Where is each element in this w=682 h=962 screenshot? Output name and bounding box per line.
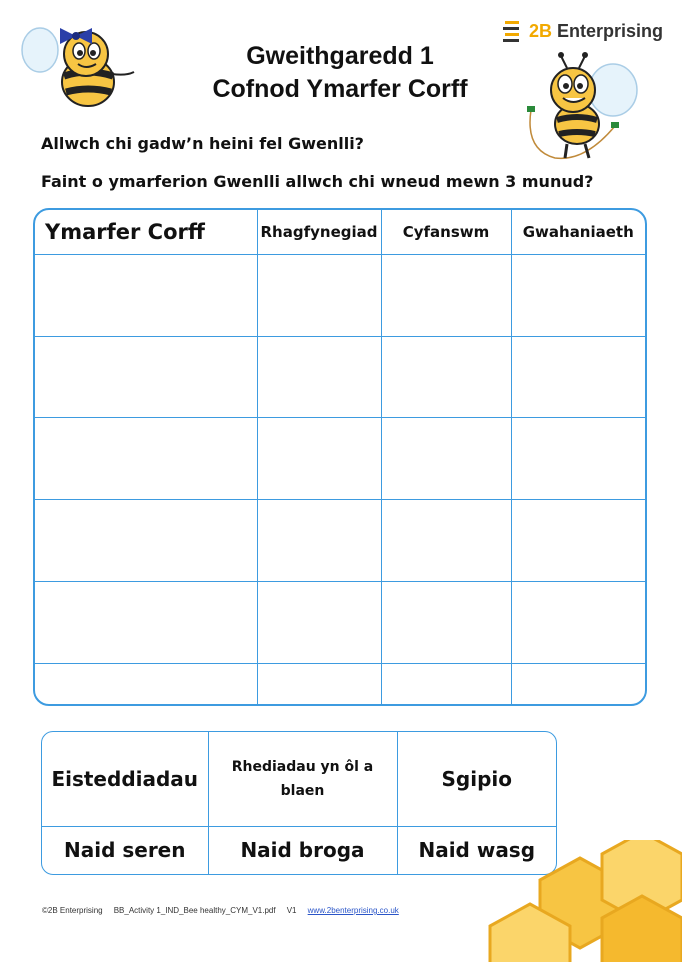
table-cell[interactable] (35, 500, 257, 582)
logo-name: Enterprising (552, 20, 664, 41)
header-difference: Gwahaniaeth (511, 210, 645, 255)
footer-filename: BB_Activity 1_IND_Bee healthy_CYM_V1.pdf (113, 906, 276, 915)
table-row (35, 255, 645, 337)
header-prediction: Rhagfynegiad (257, 210, 381, 255)
table-cell[interactable] (511, 500, 645, 582)
bee-skipping-rope-icon (515, 50, 643, 168)
table-cell[interactable] (381, 663, 511, 704)
option-shuttle-runs: Rhediadau yn ôl a blaen (208, 732, 397, 826)
table-cell[interactable] (511, 581, 645, 663)
table-cell[interactable] (35, 336, 257, 418)
table-cell[interactable] (35, 418, 257, 500)
table-cell[interactable] (257, 581, 381, 663)
question-keep-fit: Allwch chi gadw’n heini fel Gwenlli? (41, 134, 364, 153)
table-cell[interactable] (381, 255, 511, 337)
header-exercise: Ymarfer Corff (35, 210, 257, 255)
question-how-many: Faint o ymarferion Gwenlli allwch chi wneud mewn 3 munud? (41, 172, 594, 191)
logo-text (529, 21, 663, 42)
options-row (42, 732, 556, 826)
option-skipping: Sgipio (397, 732, 556, 826)
exercise-record-table (33, 208, 647, 706)
option-tuck-jump: Naid wasg (397, 826, 556, 874)
bee-with-bow-icon (18, 14, 138, 114)
footer-copyright: ©2B Enterprising (42, 906, 103, 915)
page-title: Gweithgaredd 1 (246, 42, 434, 70)
table-cell[interactable] (257, 255, 381, 337)
footer-version: V1 (286, 906, 297, 915)
table-row (35, 581, 645, 663)
option-frog-jump: Naid broga (208, 826, 397, 874)
table-row (35, 336, 645, 418)
table-cell[interactable] (35, 663, 257, 704)
option-sit-ups: Eisteddiadau (42, 732, 208, 826)
table-cell[interactable] (257, 500, 381, 582)
table-cell[interactable] (511, 663, 645, 704)
table-cell[interactable] (511, 418, 645, 500)
table-row (35, 418, 645, 500)
table-row (35, 500, 645, 582)
table-cell[interactable] (381, 336, 511, 418)
table-cell[interactable] (257, 336, 381, 418)
header-total: Cyfanswm (381, 210, 511, 255)
page-footer (42, 906, 399, 915)
table-cell[interactable] (35, 581, 257, 663)
logo-prefix: 2B (529, 20, 553, 41)
table-cell[interactable] (511, 255, 645, 337)
table-row (35, 663, 645, 704)
table-cell[interactable] (257, 663, 381, 704)
table-cell[interactable] (381, 581, 511, 663)
table-cell[interactable] (511, 336, 645, 418)
page-subtitle: Cofnod Ymarfer Corff (212, 75, 468, 103)
table-cell[interactable] (381, 500, 511, 582)
table-cell[interactable] (257, 418, 381, 500)
table-header-row (35, 210, 645, 255)
footer-website-link[interactable]: www.2benterprising.co.uk (307, 906, 399, 915)
table-cell[interactable] (35, 255, 257, 337)
option-star-jump: Naid seren (42, 826, 208, 874)
honeycomb-decoration-icon (470, 840, 682, 962)
table-cell[interactable] (381, 418, 511, 500)
